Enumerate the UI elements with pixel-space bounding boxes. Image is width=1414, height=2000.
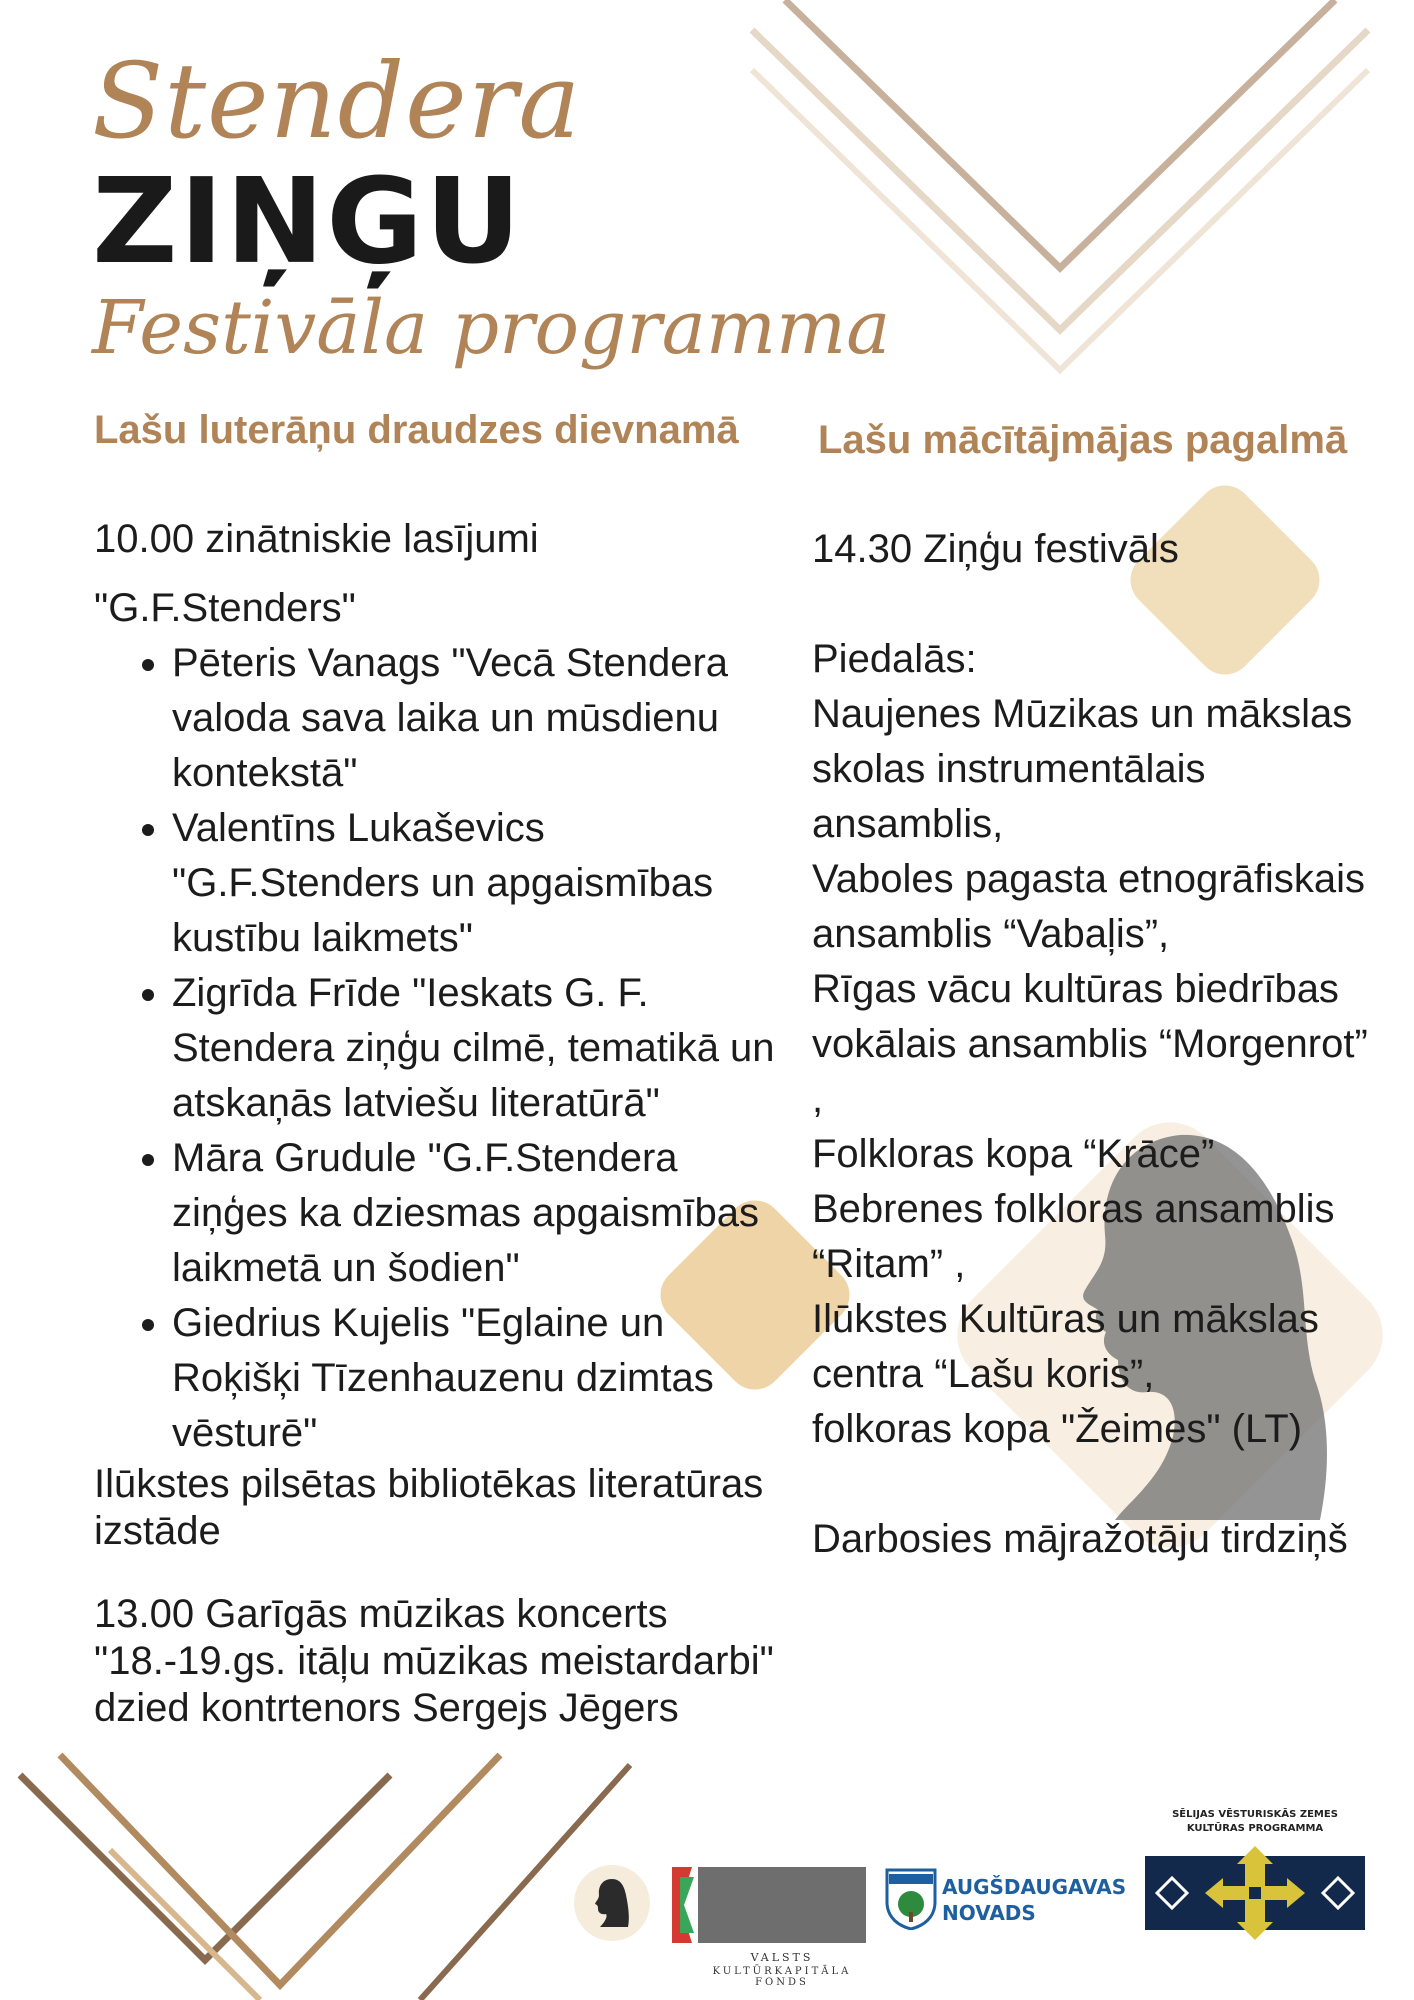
venue-left: Lašu luterāņu draudzes dievnamā	[94, 408, 739, 452]
fund-line2: KULTŪRKAPITĀLA FONDS	[712, 1966, 852, 1988]
talks-list	[94, 636, 794, 1461]
augsdaugava-logo	[885, 1868, 1125, 1932]
exhibition-text: Ilūkstes pilsētas bibliotēkas literatūras izstāde	[94, 1462, 764, 1553]
festival-title: 14.30 Ziņģu festivāls	[812, 527, 1179, 571]
list-item: • Pēteris Vanags "Vecā Stendera valoda sava laika un mūsdienu kontekstā"	[172, 636, 794, 801]
municipality-line1: AUGŠDAUGAVAS	[942, 1875, 1127, 1899]
list-item: Rīgas vācu kultūras biedrības vokālais ansamblis “Morgenrot” ,	[812, 967, 1368, 1121]
list-item: • Valentīns Lukaševics "G.F.Stenders un apgaismības kustību laikmets"	[172, 801, 794, 966]
list-item: • Zigrīda Frīde "Ieskats G. F. Stendera ziņģu cilmē, tematikā un atskaņās latviešu literatūrā"	[172, 966, 794, 1131]
list-item: Naujenes Mūzikas un mākslas skolas instrumentālais ansamblis,	[812, 692, 1353, 846]
municipality-line2: NOVADS	[942, 1901, 1036, 1925]
list-item: Ilūkstes Kultūras un mākslas centra “Lašu koris”,	[812, 1297, 1319, 1396]
top-chevron-outer	[785, 0, 1335, 268]
event1-title: 10.00 zinātniskie lasījumi	[94, 517, 539, 561]
event1-subtitle: "G.F.Stenders"	[94, 586, 356, 630]
list-item: • Giedrius Kujelis "Eglaine un Roķišķi Tīzenhauzenu dzimtas vēsturē"	[172, 1296, 794, 1461]
left-column	[94, 512, 794, 1732]
title-zingu: ZIŅĢU	[92, 152, 523, 290]
venue-right: Lašu mācītājmājas pagalmā	[818, 418, 1348, 462]
program-line1: SĒLIJAS VĒSTURISKĀS ZEMES	[1172, 1809, 1338, 1820]
market-text: Darbosies mājražotāju tirdziņš	[812, 1517, 1348, 1561]
title-festival-program: Festivāla programma	[92, 285, 891, 371]
fund-mark-icon	[670, 1865, 870, 1945]
list-item: Folkloras kopa “Krāce”	[812, 1132, 1215, 1176]
list-item: • Māra Grudule "G.F.Stendera ziņģes ka dziesmas apgaismības laikmetā un šodien"	[172, 1131, 794, 1296]
list-item: folkoras kopa "Žeimes" (LT)	[812, 1407, 1303, 1451]
event2-text: 13.00 Garīgās mūzikas koncerts "18.-19.gs. itāļu mūzikas meistardarbi" dzied kontrtenors Sergejs Jēgers	[94, 1592, 774, 1730]
program-line2: KULTŪRAS PROGRAMMA	[1186, 1823, 1324, 1834]
list-item: Vaboles pagasta etnogrāfiskais ansamblis “Vabaļis”,	[812, 857, 1365, 956]
silhouette-icon	[574, 1865, 650, 1941]
stender-society-logo	[574, 1865, 650, 1941]
coat-of-arms-icon	[885, 1868, 937, 1930]
list-item: Bebrenes folkloras ansamblis “Ritam” ,	[812, 1187, 1335, 1286]
culture-fund-logo	[670, 1865, 870, 1988]
ethnographic-ornament-icon	[1145, 1846, 1365, 1956]
title-stendera: Stendera	[92, 40, 582, 162]
right-column	[812, 522, 1372, 1567]
participants-label: Piedalās:	[812, 637, 977, 681]
fund-line1: VALSTS	[750, 1951, 814, 1964]
selija-program-logo	[1145, 1808, 1365, 1958]
